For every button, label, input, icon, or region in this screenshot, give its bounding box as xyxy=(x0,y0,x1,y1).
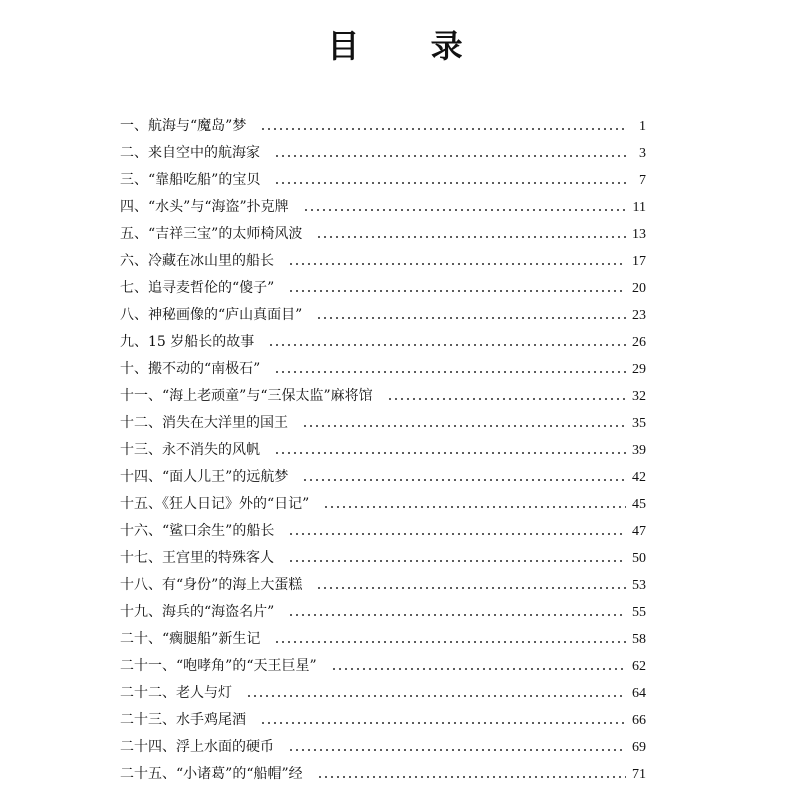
toc-entry-page-number: 47 xyxy=(632,524,646,539)
toc-entry[interactable] xyxy=(120,113,646,140)
toc-entry[interactable] xyxy=(120,707,646,734)
dot-leader xyxy=(302,479,626,481)
dot-leader xyxy=(288,263,626,265)
toc-entry[interactable] xyxy=(120,545,646,572)
toc-entry[interactable] xyxy=(120,356,646,383)
toc-entry-page-number: 64 xyxy=(632,686,646,701)
toc-entry-page-number: 39 xyxy=(632,443,646,458)
toc-entry-page-number: 20 xyxy=(632,281,646,296)
dot-leader xyxy=(274,182,626,184)
toc-entry-title: 十二、消失在大洋里的国王 xyxy=(120,415,288,431)
dot-leader xyxy=(316,317,626,319)
dot-leader xyxy=(331,668,626,670)
toc-entry-title: 六、冷藏在冰山里的船长 xyxy=(120,253,274,269)
dot-leader xyxy=(303,209,626,211)
toc-entry[interactable] xyxy=(120,653,646,680)
toc-entry[interactable] xyxy=(120,491,646,518)
toc-entry[interactable] xyxy=(120,140,646,167)
toc-entry-page-number: 71 xyxy=(632,767,646,782)
toc-entry-page-number: 53 xyxy=(632,578,646,593)
toc-entry[interactable] xyxy=(120,680,646,707)
toc-entry-title: 二、来自空中的航海家 xyxy=(120,145,260,161)
toc-entry[interactable] xyxy=(120,599,646,626)
toc-entry[interactable] xyxy=(120,761,646,788)
toc-entry-title: 一、航海与“魔岛”梦 xyxy=(120,118,247,134)
toc-entry-page-number: 35 xyxy=(632,416,646,431)
toc-entry[interactable] xyxy=(120,302,646,329)
toc-entry-page-number: 66 xyxy=(632,713,646,728)
dot-leader xyxy=(268,344,626,346)
toc-entry-page-number: 42 xyxy=(632,470,646,485)
dot-leader xyxy=(316,236,626,238)
toc-entry-page-number: 45 xyxy=(632,497,646,512)
toc-entry-page-number: 32 xyxy=(632,389,646,404)
toc-entry[interactable] xyxy=(120,518,646,545)
toc-entry-page-number: 13 xyxy=(632,227,646,242)
toc-entry[interactable] xyxy=(120,464,646,491)
toc-entry-title: 十六、“鲨口余生”的船长 xyxy=(120,523,275,539)
toc-entry[interactable] xyxy=(120,572,646,599)
toc-entry-title: 五、“吉祥三宝”的太师椅风波 xyxy=(120,226,303,242)
toc-entry[interactable] xyxy=(120,194,646,221)
dot-leader xyxy=(274,155,626,157)
dot-leader xyxy=(288,614,626,616)
dot-leader xyxy=(387,398,626,400)
toc-entry-page-number: 17 xyxy=(632,254,646,269)
dot-leader xyxy=(288,290,626,292)
toc-entry-title: 十四、“面人儿王”的远航梦 xyxy=(120,469,289,485)
dot-leader xyxy=(288,560,626,562)
toc-entry-title: 十五、《狂人日记》外的“日记” xyxy=(120,496,310,512)
toc-entry-title: 十、搬不动的“南极石” xyxy=(120,361,261,377)
dot-leader xyxy=(288,533,626,535)
dot-leader xyxy=(274,452,626,454)
toc-entry[interactable] xyxy=(120,167,646,194)
toc-entry-page-number: 58 xyxy=(632,632,646,647)
toc-entry-title: 十九、海兵的“海盗名片” xyxy=(120,604,275,620)
toc-entry-page-number: 7 xyxy=(639,173,646,188)
toc-entry-title: 八、神秘画像的“庐山真面目” xyxy=(120,307,303,323)
toc-entry[interactable] xyxy=(120,221,646,248)
toc-entry-page-number: 55 xyxy=(632,605,646,620)
toc-entry-title: 十三、永不消失的风帆 xyxy=(120,442,260,458)
toc-entry-page-number: 69 xyxy=(632,740,646,755)
toc-entry-title: 九、15 岁船长的故事 xyxy=(120,334,255,350)
toc-entry[interactable] xyxy=(120,329,646,356)
toc-entry-title: 二十五、“小诸葛”的“船帽”经 xyxy=(120,766,303,782)
toc-entry-title: 十七、王宫里的特殊客人 xyxy=(120,550,274,566)
dot-leader xyxy=(274,641,626,643)
toc-entry[interactable] xyxy=(120,248,646,275)
dot-leader xyxy=(260,722,626,724)
toc-entry-page-number: 3 xyxy=(639,146,646,161)
toc-entry[interactable] xyxy=(120,734,646,761)
dot-leader xyxy=(317,776,626,778)
toc-entry-page-number: 62 xyxy=(632,659,646,674)
toc-entry-title: 二十、“瘸腿船”新生记 xyxy=(120,631,261,647)
toc-entry-title: 四、“水头”与“海盗”扑克牌 xyxy=(120,199,289,215)
dot-leader xyxy=(302,425,626,427)
toc-entry[interactable] xyxy=(120,437,646,464)
toc-entry-title: 二十四、浮上水面的硬币 xyxy=(120,739,274,755)
dot-leader xyxy=(246,695,626,697)
toc-entry-title: 二十三、水手鸡尾酒 xyxy=(120,712,246,728)
toc-entry-page-number: 26 xyxy=(632,335,646,350)
toc-entry-page-number: 1 xyxy=(639,119,646,134)
toc-entry[interactable] xyxy=(120,410,646,437)
toc-entry-page-number: 23 xyxy=(632,308,646,323)
dot-leader xyxy=(260,128,626,130)
toc-entry-title: 七、追寻麦哲伦的“傻子” xyxy=(120,280,275,296)
dot-leader xyxy=(316,587,626,589)
toc-entry-title: 三、“靠船吃船”的宝贝 xyxy=(120,172,261,188)
page-title: 目 录 xyxy=(327,27,493,65)
toc-entry-page-number: 29 xyxy=(632,362,646,377)
toc-entry-title: 二十一、“咆哮角”的“天王巨星” xyxy=(120,658,317,674)
toc-entry-title: 十八、有“身份”的海上大蛋糕 xyxy=(120,577,303,593)
toc-entry-title: 二十二、老人与灯 xyxy=(120,685,232,701)
toc-entry-page-number: 50 xyxy=(632,551,646,566)
toc-entry[interactable] xyxy=(120,275,646,302)
toc-entry-title: 十一、“海上老顽童”与“三保太监”麻将馆 xyxy=(120,388,373,404)
toc-entry[interactable] xyxy=(120,383,646,410)
dot-leader xyxy=(274,371,626,373)
dot-leader xyxy=(323,506,626,508)
toc-entry-page-number: 11 xyxy=(632,200,646,215)
dot-leader xyxy=(288,749,626,751)
toc-entry[interactable] xyxy=(120,626,646,653)
table-of-contents xyxy=(120,113,646,788)
